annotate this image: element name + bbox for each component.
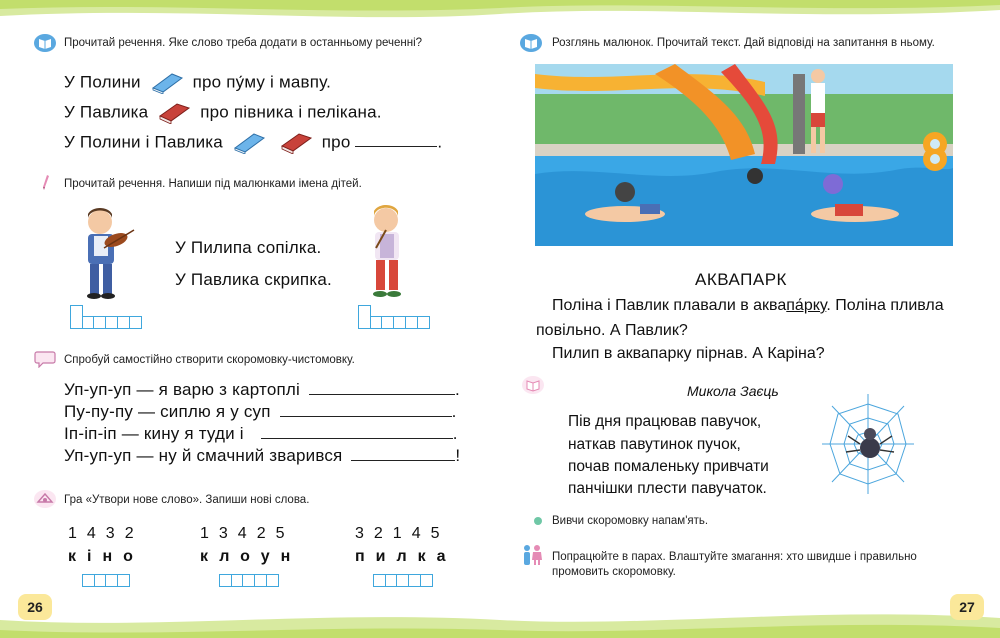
answer-blank[interactable] xyxy=(355,133,437,147)
answer-blank[interactable] xyxy=(280,403,452,417)
poem-line-1: Пів дня працював павучок, xyxy=(568,413,762,430)
poem-line-2: наткав павутинок пучок, xyxy=(568,436,741,453)
story-line-3: Пилип в аквапарку пірнав. А Каріна? xyxy=(552,345,825,362)
word-1-digits: 1432 xyxy=(68,525,144,542)
tip-memorize: Вивчи скоромовку напам'ять. xyxy=(552,515,709,527)
boy-with-violin-illustration xyxy=(68,204,138,304)
right-page xyxy=(500,0,1000,638)
poem-line-3: почав помаленьку привчати xyxy=(568,458,769,475)
poem-author: Микола Заєць xyxy=(687,383,779,399)
word-1-cells[interactable] xyxy=(82,574,129,587)
sentence-2-start: У Павлика xyxy=(64,102,149,122)
water-park-illustration xyxy=(535,64,953,246)
red-book-icon xyxy=(279,132,313,154)
book-icon xyxy=(522,376,544,394)
answer-blank[interactable] xyxy=(261,425,453,439)
children-icon xyxy=(520,544,544,566)
task1-instruction: Прочитай речення. Яке слово треба додати в останньому реченні? xyxy=(64,37,423,49)
story-line-1 xyxy=(552,297,944,315)
word-3-letters: пилка xyxy=(355,548,457,565)
letter-cell[interactable] xyxy=(266,574,279,587)
spider-web-illustration xyxy=(818,390,918,498)
tongue-twister-line-2 xyxy=(64,402,457,422)
task-instruction-right: Розглянь малюнок. Прочитай текст. Дай відповіді на запитання в ньому. xyxy=(552,37,935,49)
story-text: . Поліна пливла xyxy=(826,297,944,314)
story-title: АКВАПАРК xyxy=(695,270,787,289)
word-2-digits: 13425 xyxy=(200,525,295,542)
tongue-twister-text: Іп-іп-іп — кину я туди і xyxy=(64,424,244,443)
tongue-twister-text: Уп-уп-уп — я варю з картоплі xyxy=(64,380,300,399)
tongue-twister-text: Пу-пу-пу — сиплю я у суп xyxy=(64,402,271,421)
letter-cell[interactable] xyxy=(417,316,430,329)
line-end-punct: . xyxy=(451,402,457,421)
word-2-cells[interactable] xyxy=(219,574,278,587)
sentence-2 xyxy=(64,102,382,124)
task2-sentence-2: У Павлика скрипка. xyxy=(175,270,332,289)
speech-bubble-icon xyxy=(34,350,56,368)
tongue-twister-line-3 xyxy=(64,424,458,444)
blue-book-icon xyxy=(150,72,184,94)
page-number-right: 27 xyxy=(950,594,984,620)
pen-icon xyxy=(34,174,56,192)
bullet-icon xyxy=(534,517,542,525)
red-book-icon xyxy=(157,102,191,124)
letter-cell[interactable] xyxy=(129,316,142,329)
story-underlined-text: па́рку xyxy=(786,297,827,314)
sentence-2-end: про півника і пелікана. xyxy=(200,102,382,122)
task3-instruction: Спробуй самостійно створити скоромовку-чистомовку. xyxy=(64,354,355,366)
sentence-3-about: про xyxy=(321,132,351,152)
answer-blank[interactable] xyxy=(309,381,455,395)
answer-blank[interactable] xyxy=(351,447,455,461)
sentence-3 xyxy=(64,132,442,154)
story-line-2: повільно. А Павлик? xyxy=(536,322,688,339)
sentence-3-period: . xyxy=(437,132,443,152)
sentence-3-start: У Полини і Павлика xyxy=(64,132,223,152)
task4-instruction: Гра «Утвори нове слово». Запиши нові слова. xyxy=(64,494,310,506)
sentence-1-start: У Полини xyxy=(64,72,141,92)
tongue-twister-line-4 xyxy=(64,446,460,466)
blue-book-icon xyxy=(232,132,266,154)
name-cells-1[interactable] xyxy=(70,316,140,329)
tip-pairs-line-1: Попрацюйте в парах. Влаштуйте змагання: хто швидше і правильно xyxy=(552,551,917,563)
name-cells-2[interactable] xyxy=(358,316,428,329)
page-number-left: 26 xyxy=(18,594,52,620)
book-icon xyxy=(520,34,542,52)
tongue-twister-line-1 xyxy=(64,380,460,400)
tip-pairs-line-2: промовить скоромовку. xyxy=(552,566,676,578)
word-3-digits: 32145 xyxy=(355,525,450,542)
word-2-letters: клоун xyxy=(200,548,302,565)
line-end-punct: . xyxy=(454,380,460,399)
letter-cell[interactable] xyxy=(420,574,433,587)
poem-line-4: панчішки плести павучаток. xyxy=(568,480,767,497)
boy-with-flute-illustration xyxy=(356,202,416,302)
sentence-1-end: про пу́му і мавпу. xyxy=(192,72,332,92)
letter-cell[interactable] xyxy=(117,574,130,587)
game-icon xyxy=(34,490,56,508)
story-text: Поліна і Павлик плавали в аква xyxy=(552,297,787,314)
line-end-punct: . xyxy=(452,424,458,443)
sentence-1 xyxy=(64,72,331,94)
task2-instruction: Прочитай речення. Напиши під малюнками імена дітей. xyxy=(64,178,362,190)
tongue-twister-text: Уп-уп-уп — ну й смачний зварився xyxy=(64,446,343,465)
line-end-punct: ! xyxy=(455,446,461,465)
task2-sentence-1: У Пилипа сопілка. xyxy=(175,238,322,257)
book-icon xyxy=(34,34,56,52)
word-3-cells[interactable] xyxy=(373,574,432,587)
word-1-letters: кіно xyxy=(68,548,144,565)
